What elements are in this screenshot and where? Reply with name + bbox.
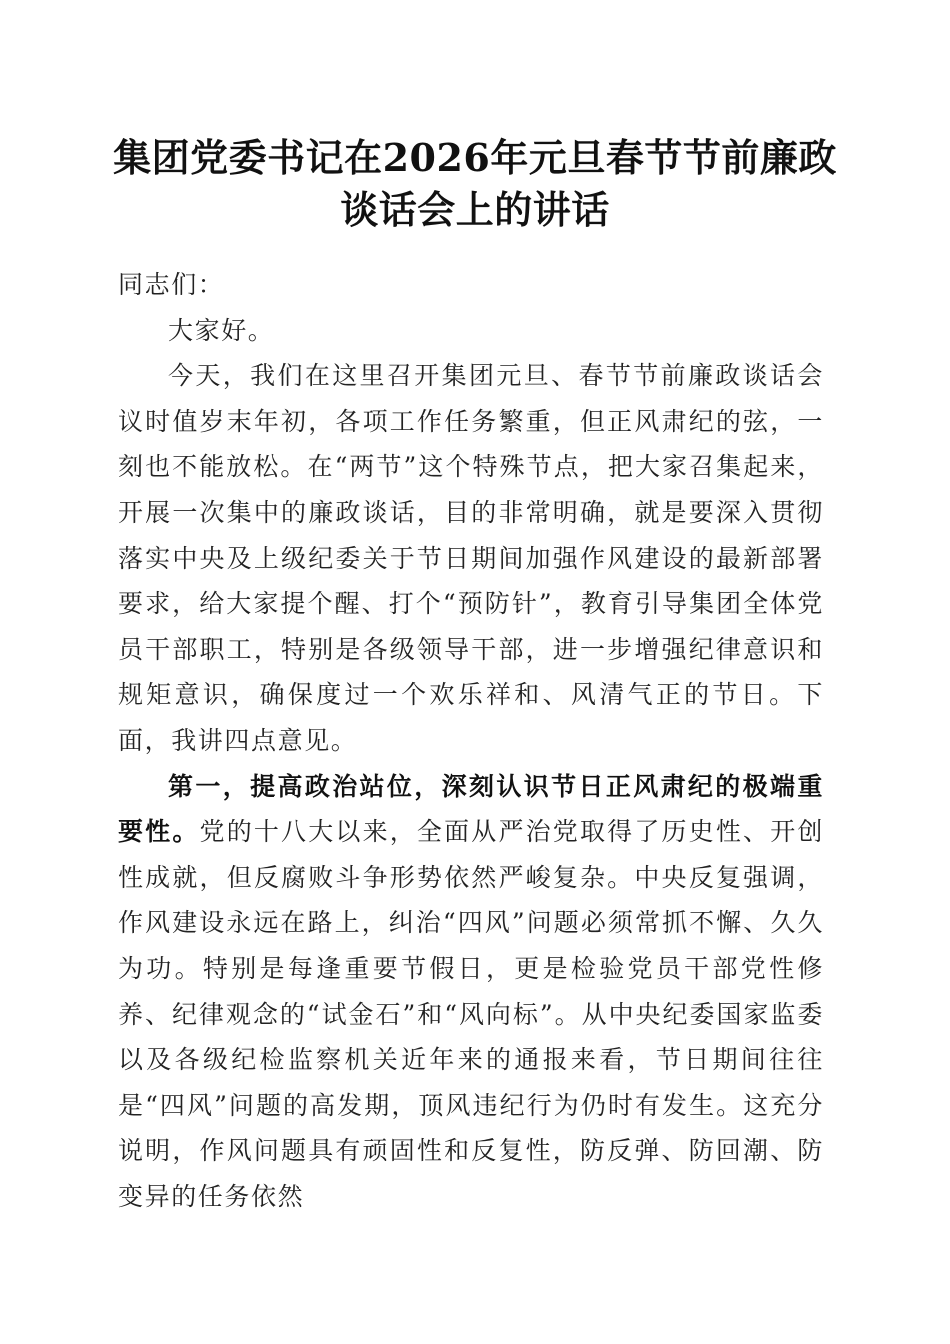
paragraph-point-one — [118, 764, 824, 1220]
paragraph-text: 党的十八大以来，全面从严治党取得了历史性、开创性成就，但反腐败斗争形势依然严峻复杂。中央反复强调，作风建设永远在路上，纠治“四风”问题必须常抓不懈、久久为功。特别是每逢重要节假日，更是检验党员干部党性修养、纪律观念的“试金石”和“风向标”。从中央纪委国家监委以及各级纪检监察机关近年来的通报来看，节日期间往往是“四风”问题的高发期，顶风违纪行为仍时有发生。这充分说明，作风问题具有顽固性和反复性，防反弹、防回潮、防变异的任务依然 — [118, 817, 824, 1211]
paragraph-text: 今天，我们在这里召开集团元旦、春节节前廉政谈话会议时值岁末年初，各项工作任务繁重，但正风肃纪的弦，一刻也不能放松。在“两节”这个特殊节点，把大家召集起来，开展一次集中的廉政谈话，目的非常明确，就是要深入贯彻落实中央及上级纪委关于节日期间加强作风建设的最新部署要求，给大家提个醒、打个“预防针”，教育引导集团全体党员干部职工，特别是各级领导干部，进一步增强纪律意识和规矩意识，确保度过一个欢乐祥和、风清气正的节日。下面，我讲四点意见。 — [118, 361, 824, 755]
paragraph-lead: 第一，提高政治站位，深刻认识节日正风肃纪的极端重要性。 — [118, 771, 824, 847]
paragraph-text: 大家好。 — [168, 315, 275, 345]
salutation: 同志们： — [118, 270, 225, 299]
paragraph-greeting — [118, 308, 824, 354]
document-body — [118, 262, 824, 1219]
page-title: 集团党委书记在2026年元旦春节节前廉政谈话会上的讲话 — [113, 135, 837, 232]
paragraph-intro — [118, 353, 824, 763]
